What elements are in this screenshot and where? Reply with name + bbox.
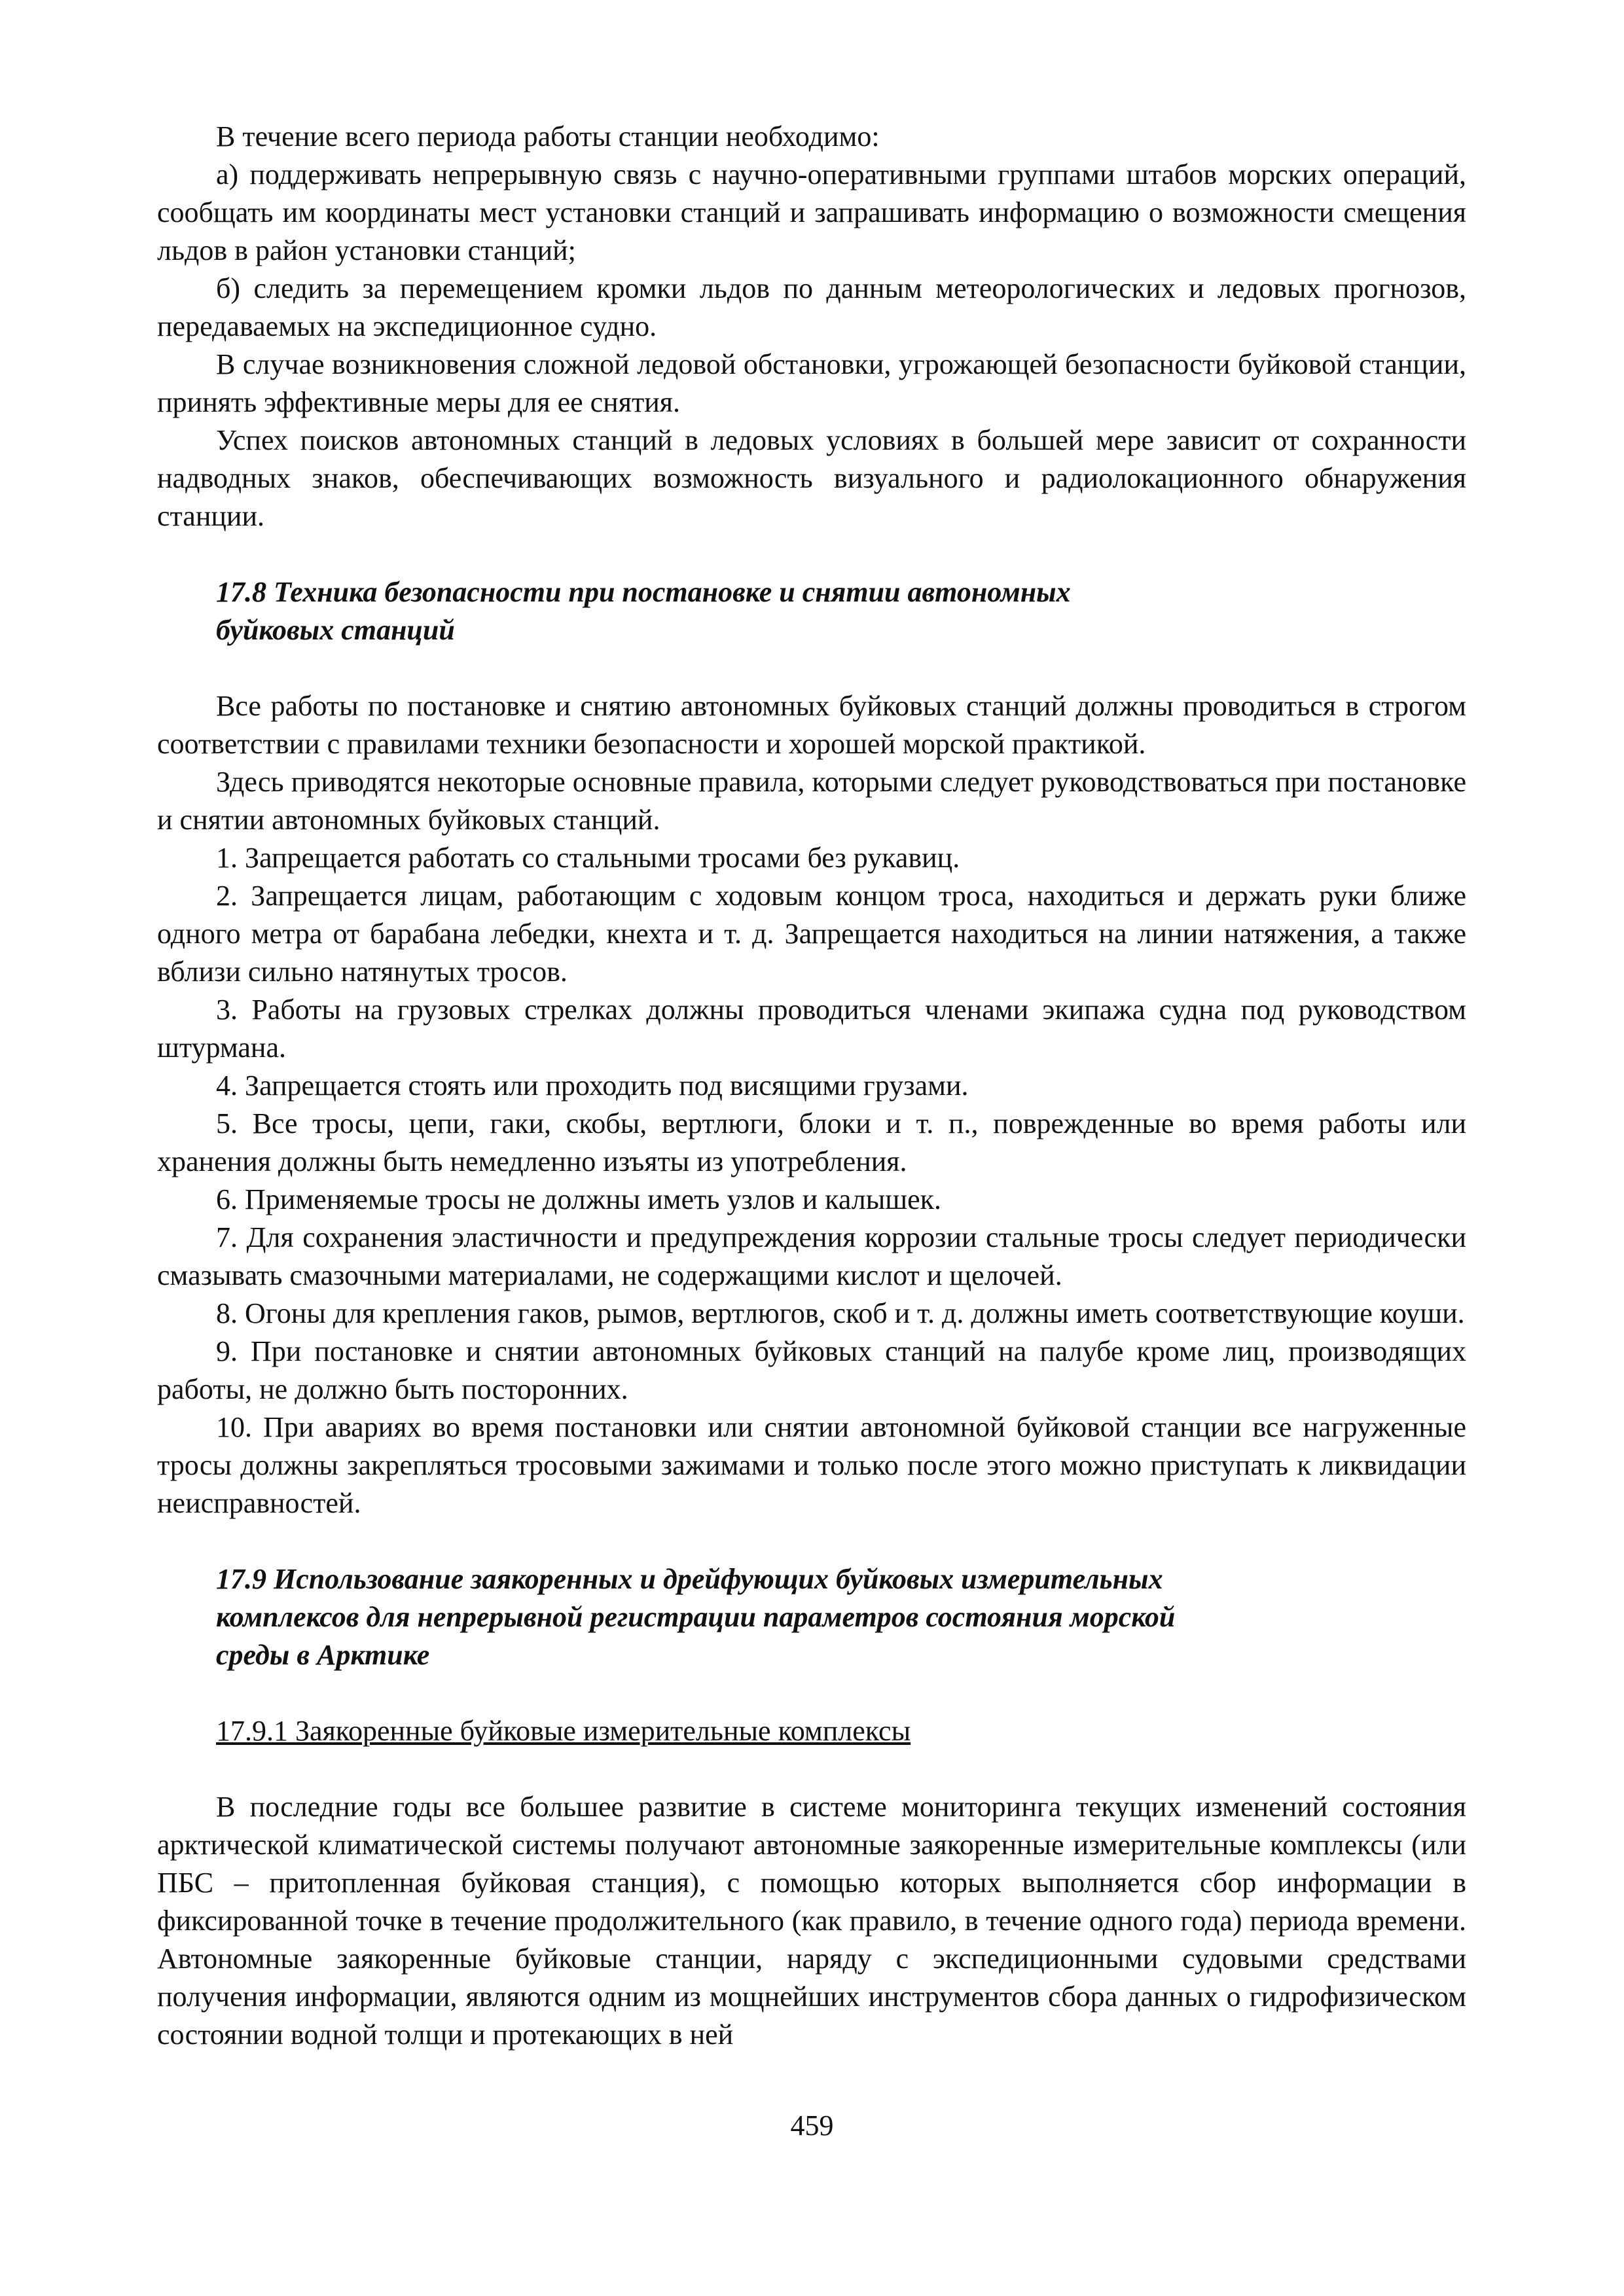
spacer xyxy=(157,1522,1466,1560)
rule-item: 10. При авариях во время постановки или снятии автономной буйковой станции все нагруженные тросы должны закрепляться тросовыми зажимами и только после этого можно приступать к ликвидации неисправностей. xyxy=(157,1411,1466,1519)
rule-item: 9. При постановке и снятии автономных буйковых станций на палубе кроме лиц, производящих работы, не должно быть посторонних. xyxy=(157,1335,1466,1405)
spacer xyxy=(157,649,1466,687)
rule-item: 2. Запрещается лицам, работающим с ходовым концом троса, находиться и держать руки ближе одного метра от барабана лебедки, кнехта и т. д. Запрещается находиться на линии натяжения, а также вблизи сильно натянутых тросов. xyxy=(157,880,1466,988)
rule-item: 1. Запрещается работать со стальными тросами без рукавиц. xyxy=(216,842,960,874)
rule-item: 4. Запрещается стоять или проходить под висящими грузами. xyxy=(216,1069,969,1102)
section-17-9-1-subheading: 17.9.1 Заякоренные буйковые измерительные комплексы xyxy=(216,1715,911,1747)
section-17-8-heading-line-1: 17.8 Техника безопасности при постановке и снятии автономных xyxy=(216,576,1071,608)
intro-paragraph-1: В течение всего периода работы станции необходимо: xyxy=(216,120,880,152)
page-number: 459 xyxy=(790,2109,834,2142)
section-17-8-heading xyxy=(157,573,1466,649)
rule-item: 5. Все тросы, цепи, гаки, скобы, вертлюги, блоки и т. п., поврежденные во время работы или хранения должны быть немедленно изъяты из употребления. xyxy=(157,1107,1466,1177)
spacer xyxy=(157,1750,1466,1788)
rule-item: 7. Для сохранения эластичности и предупреждения коррозии стальные тросы следует периодически смазывать смазочными материалами, не содержащими кислот и щелочей. xyxy=(157,1221,1466,1291)
rule-item: 6. Применяемые тросы не должны иметь узлов и калышек. xyxy=(216,1183,942,1215)
section-17-9-heading-line-1: 17.9 Использование заякоренных и дрейфующих буйковых измерительных xyxy=(216,1563,1163,1595)
intro-paragraph-5: Успех поисков автономных станций в ледовых условиях в большей мере зависит от сохранности надводных знаков, обеспечивающих возможность визуального и радиолокационного обнаружения станции. xyxy=(157,424,1466,532)
intro-paragraph-3: б) следить за перемещением кромки льдов по данным метеорологических и ледовых прогнозов, передаваемых на экспедиционное судно. xyxy=(157,272,1466,342)
rule-item: 3. Работы на грузовых стрелках должны проводиться членами экипажа судна под руководством штурмана. xyxy=(157,994,1466,1064)
section-17-9-1-paragraph-1: В последние годы все большее развитие в системе мониторинга текущих изменений состояния арктической климатической системы получают автономные заякоренные измерительные комплексы (или ПБС – притопленная буйковая станция), с помощью которых выполняется сбор информации в фиксированной точке в течение продолжительного (как правило, в течение одного года) периода времени. Автономные заякоренные буйковые станции, наряду с экспедиционными судовыми средствами получения информации, являются одним из мощнейших инструментов сбора данных о гидрофизическом состоянии водной толщи и протекающих в ней xyxy=(157,1791,1466,2051)
section-17-8-paragraph-2: Здесь приводятся некоторые основные правила, которыми следует руководствоваться при постановке и снятии автономных буйковых станций. xyxy=(157,766,1466,836)
spacer xyxy=(157,535,1466,573)
section-17-8-heading-line-2: буйковых станций xyxy=(216,614,455,646)
document-page xyxy=(157,118,1466,2054)
section-17-9-heading-line-3: среды в Арктике xyxy=(216,1639,430,1671)
intro-paragraph-4: В случае возникновения сложной ледовой обстановки, угрожающей безопасности буйковой станции, принять эффективные меры для ее снятия. xyxy=(157,348,1466,418)
section-17-8-paragraph-1: Все работы по постановке и снятию автономных буйковых станций должны проводиться в строгом соответствии с правилами техники безопасности и хорошей морской практикой. xyxy=(157,690,1466,760)
section-17-9-heading xyxy=(157,1560,1466,1674)
section-17-9-heading-line-2: комплексов для непрерывной регистрации параметров состояния морской xyxy=(216,1601,1176,1633)
intro-paragraph-2: а) поддерживать непрерывную связь с научно-оперативными группами штабов морских операций, сообщать им координаты мест установки станций и запрашивать информацию о возможности смещения льдов в район установки станций; xyxy=(157,158,1466,266)
spacer xyxy=(157,1674,1466,1712)
rule-item: 8. Огоны для крепления гаков, рымов, вертлюгов, скоб и т. д. должны иметь соответствующие коуши. xyxy=(216,1297,1465,1329)
